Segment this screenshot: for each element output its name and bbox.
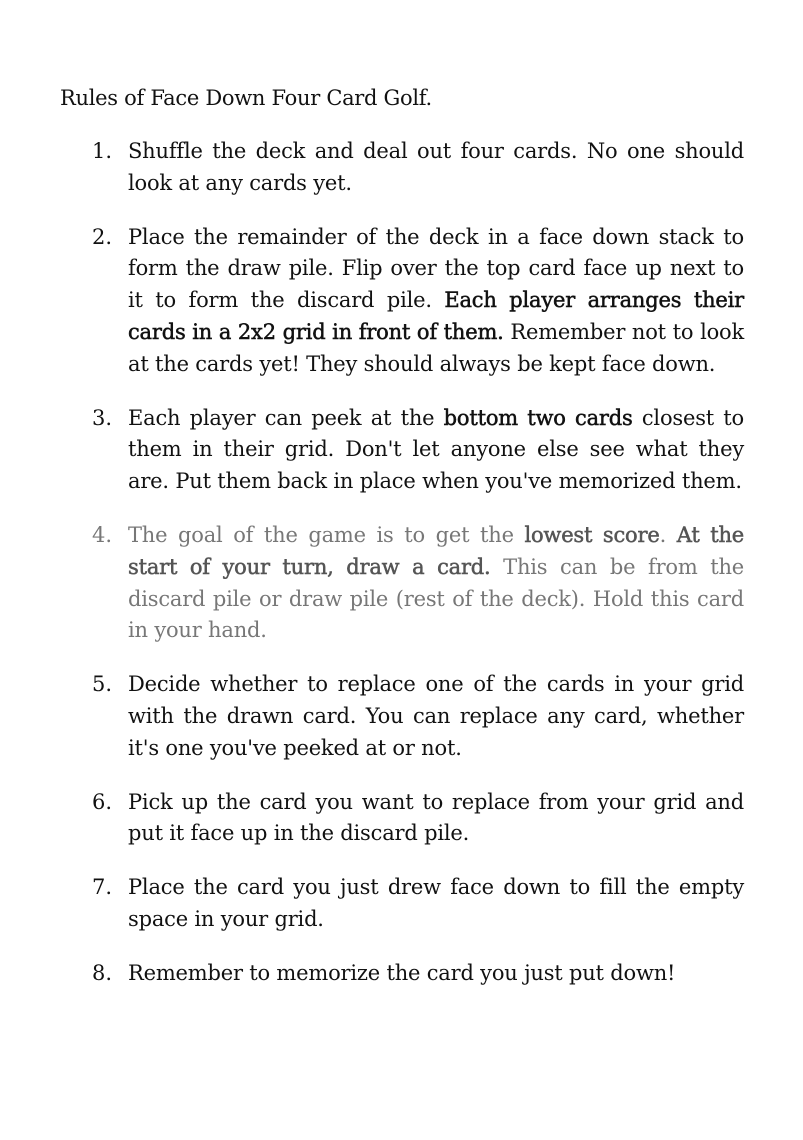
rule-text	[128, 520, 744, 647]
rule-text	[128, 872, 744, 936]
rule-item	[92, 958, 744, 990]
rule-item	[92, 872, 744, 936]
rule-emphasis: bottom two cards	[443, 405, 633, 430]
rule-text-segment: Each player can peek at the	[128, 405, 444, 430]
rule-emphasis: Each player arranges their cards in a 2x2 grid in front of them.	[128, 288, 744, 344]
rule-text-segment: Shuffle the deck and deal out four cards. No one should look at any cards yet.	[128, 139, 744, 195]
rules-list	[92, 136, 744, 1012]
rule-item	[92, 222, 744, 381]
rule-text	[128, 136, 744, 200]
rule-text-segment: Decide whether to replace one of the cards in your grid with the drawn card. You can replace any card, whether it's one you've peeked at or not.	[128, 672, 744, 760]
rule-text	[128, 403, 744, 498]
rule-text	[128, 958, 744, 990]
rule-text	[128, 222, 744, 381]
rule-text-segment: closest to them in their grid. Don't let anyone else see what they are. Put them back in place when you've memorized them.	[128, 405, 744, 494]
rule-text-segment: Remember not to look at the cards yet! They should always be kept face down.	[128, 319, 744, 376]
rule-number: 2.	[92, 224, 113, 249]
rule-number: 6.	[92, 789, 113, 814]
rule-number: 7.	[92, 875, 113, 900]
rule-text	[128, 787, 744, 851]
rule-text-segment: The goal of the game is to get the	[128, 522, 525, 547]
rule-number: 3.	[92, 405, 113, 430]
rule-number: 8.	[92, 960, 113, 985]
rule-item	[92, 136, 744, 200]
rule-text-segment: This can be from the discard pile or draw pile (rest of the deck). Hold this card in your hand.	[128, 554, 744, 643]
rule-item	[92, 403, 744, 498]
rule-emphasis: lowest score	[524, 522, 660, 547]
rule-emphasis: At the start of your turn, draw a card.	[128, 522, 745, 579]
rule-item	[92, 787, 744, 851]
rule-text-segment: Remember to memorize the card you just put down!	[128, 960, 676, 985]
rule-text-segment: .	[659, 522, 677, 547]
rule-item	[92, 669, 744, 764]
rule-number: 1.	[92, 139, 113, 163]
rule-text-segment: Pick up the card you want to replace from your grid and put it face up in the discard pile.	[128, 789, 744, 846]
rule-number: 5.	[92, 672, 113, 697]
rule-number: 4.	[92, 522, 113, 547]
rule-item-muted	[92, 520, 744, 647]
rule-text-segment: Place the card you just drew face down to fill the empty space in your grid.	[128, 875, 744, 931]
rule-text-segment: Place the remainder of the deck in a face down stack to form the draw pile. Flip over the top card face up next to it to form the discard pile.	[128, 224, 744, 313]
page-title: Rules of Face Down Four Card Golf.	[60, 86, 432, 110]
rule-text	[128, 669, 744, 764]
